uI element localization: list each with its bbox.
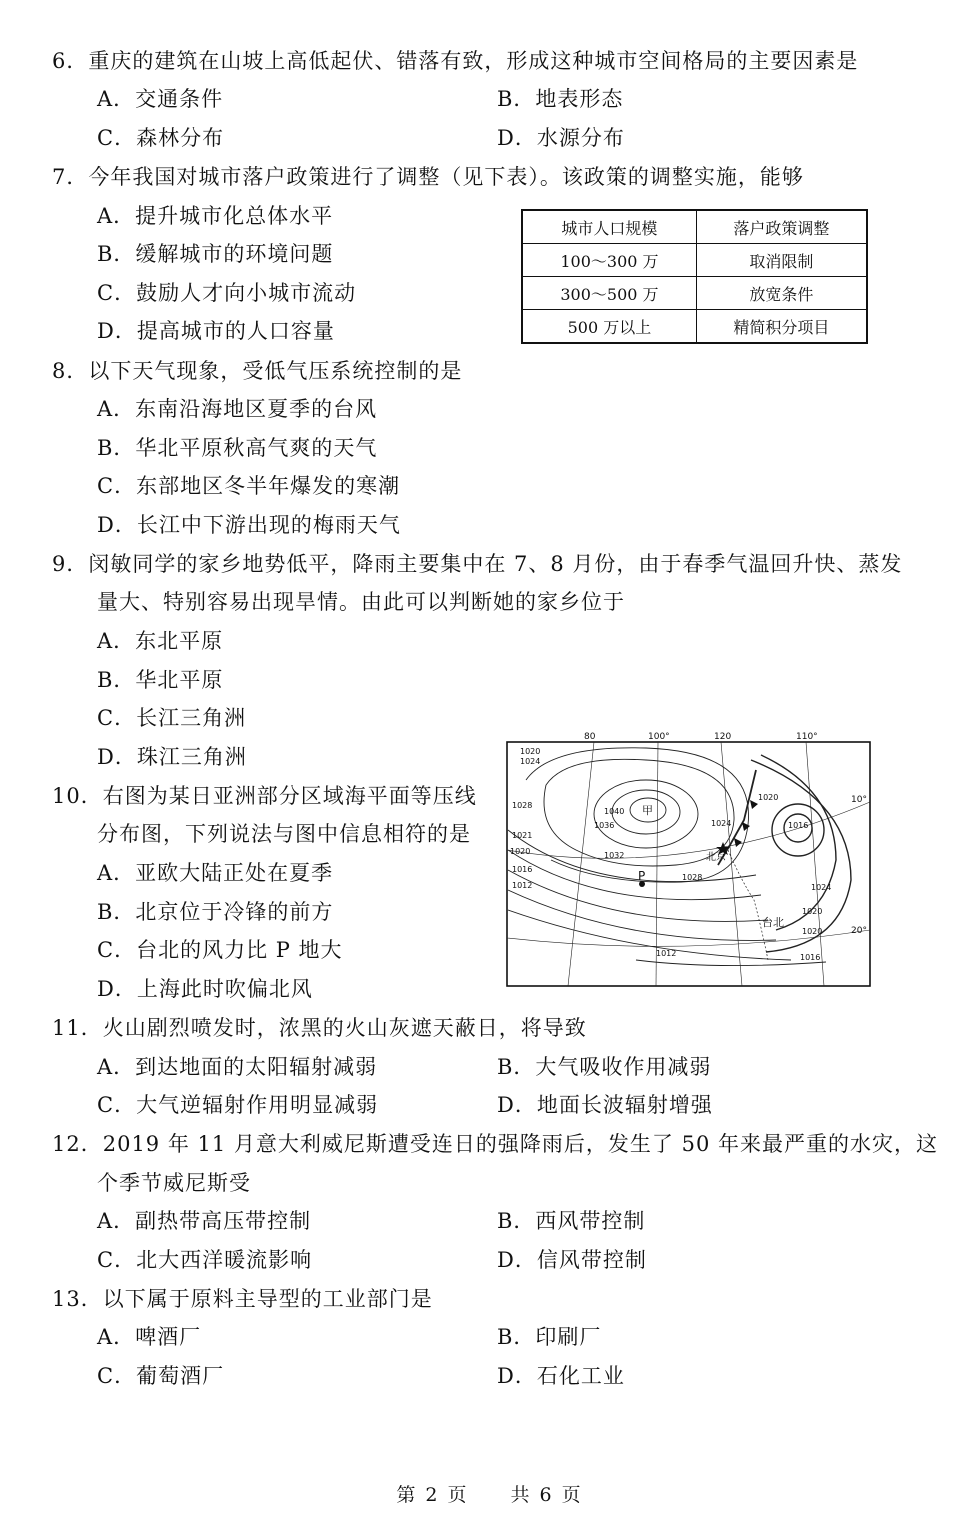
q10-option-c: C．台北的风力比 P 地大 <box>97 938 343 962</box>
q11-option-a: A．到达地面的太阳辐射减弱 <box>97 1055 378 1079</box>
lon-label: 110° <box>796 732 818 742</box>
lat-label: 10° <box>851 795 867 805</box>
meridian-120 <box>721 742 742 986</box>
isobar-label: 1028 <box>682 873 703 882</box>
q13-option-a: A．啤酒厂 <box>97 1325 202 1349</box>
isobar-label: 1040 <box>604 807 625 816</box>
q12-option-d: D．信风带控制 <box>497 1248 647 1272</box>
isobar-label: 1020 <box>802 927 823 936</box>
cold-front-triangle <box>734 800 758 847</box>
isobar-line <box>772 804 824 856</box>
isobar-label: 1016 <box>512 865 533 874</box>
isobar-line <box>544 759 734 866</box>
isobar-label: 1020 <box>520 747 541 756</box>
q12-stem-line2: 个季节威尼斯受 <box>97 1171 251 1195</box>
isobar-label: 1024 <box>811 883 832 892</box>
q6-stem: 6．重庆的建筑在山坡上高低起伏、错落有致，形成这种城市空间格局的主要因素是 <box>52 49 859 73</box>
q6-option-d: D．水源分布 <box>497 126 625 150</box>
q11-option-c: C．大气逆辐射作用明显减弱 <box>97 1093 379 1117</box>
lon-label: 120 <box>714 732 732 742</box>
isobar-label: 1012 <box>512 881 533 890</box>
q6-option-a: A．交通条件 <box>97 87 224 111</box>
isobar-label: 1020 <box>802 907 823 916</box>
q11-option-b: B．大气吸收作用减弱 <box>497 1055 712 1079</box>
isobar-label: 1036 <box>594 821 615 830</box>
q6-option-b: B．地表形态 <box>497 87 624 111</box>
policy-cell: 精简积分项目 <box>696 310 867 344</box>
page-footer: 第 2 页 共 6 页 <box>396 1484 583 1506</box>
policy-cell: 放宽条件 <box>696 277 867 310</box>
q13-stem: 13．以下属于原料主导型的工业部门是 <box>52 1287 433 1311</box>
q11-option-d: D．地面长波辐射增强 <box>497 1093 713 1117</box>
q7-option-b: B．缓解城市的环境问题 <box>97 242 334 266</box>
q9-stem-line1: 9．闵敏同学的家乡地势低平，降雨主要集中在 7、8 月份，由于春季气温回升快、蒸发 <box>52 552 903 576</box>
isobar-label: 1032 <box>604 851 625 860</box>
q8-option-b: B．华北平原秋高气爽的天气 <box>97 436 378 460</box>
lat-label: 20° <box>851 926 867 936</box>
isobar-label: 1021 <box>512 831 533 840</box>
isobar-line <box>636 960 826 966</box>
policy-cell: 300～500 万 <box>522 277 696 310</box>
isobar-line <box>508 910 791 960</box>
q10-option-b: B．北京位于冷锋的前方 <box>97 900 334 924</box>
q9-option-a: A．东北平原 <box>97 629 224 653</box>
table-row <box>522 277 867 310</box>
meridian-110 <box>806 742 824 986</box>
policy-header-adjust: 落户政策调整 <box>696 210 867 244</box>
policy-cell: 100～300 万 <box>522 244 696 277</box>
map-frame <box>507 742 870 986</box>
q9-option-b: B．华北平原 <box>97 668 224 692</box>
table-row <box>522 310 867 344</box>
q7-option-d: D．提高城市的人口容量 <box>97 319 335 343</box>
taipei-label: 台北 <box>762 916 784 929</box>
q13-option-d: D．石化工业 <box>497 1364 625 1388</box>
q12-option-b: B．西风带控制 <box>497 1209 646 1233</box>
policy-cell: 500 万以上 <box>522 310 696 344</box>
isobar-label: 1024 <box>520 757 541 766</box>
q12-option-a: A．副热带高压带控制 <box>97 1209 312 1233</box>
q10-stem-line2: 分布图，下列说法与图中信息相符的是 <box>97 822 471 846</box>
q7-option-c: C．鼓励人才向小城市流动 <box>97 281 357 305</box>
lon-label: 100° <box>648 732 670 742</box>
q9-option-c: C．长江三角洲 <box>97 706 247 730</box>
q8-option-c: C．东部地区冬半年爆发的寒潮 <box>97 474 401 498</box>
q12-option-c: C．北大西洋暖流影响 <box>97 1248 313 1272</box>
isobar-label: 1016 <box>800 953 821 962</box>
q9-option-d: D．珠江三角洲 <box>97 745 247 769</box>
table-row <box>522 244 867 277</box>
policy-table-header <box>522 210 867 244</box>
isobar-label: 1028 <box>512 801 533 810</box>
q10-option-d: D．上海此时吹偏北风 <box>97 977 313 1001</box>
q7-option-a: A．提升城市化总体水平 <box>97 204 334 228</box>
q8-option-d: D．长江中下游出现的梅雨天气 <box>97 513 401 537</box>
q7-stem: 7．今年我国对城市落户政策进行了调整（见下表）。该政策的调整实施，能够 <box>52 165 804 189</box>
q8-option-a: A．东南沿海地区夏季的台风 <box>97 397 378 421</box>
isobar-label: 1016 <box>788 821 809 830</box>
q10-option-a: A．亚欧大陆正处在夏季 <box>97 861 334 885</box>
point-p-label: P <box>638 869 646 883</box>
q11-stem: 11．火山剧烈喷发时，浓黑的火山灰遮天蔽日，将导致 <box>52 1016 587 1040</box>
q8-stem: 8．以下天气现象，受低气压系统控制的是 <box>52 359 463 383</box>
meridian-80 <box>568 742 594 986</box>
beijing-label: 北京 <box>706 852 726 863</box>
q13-option-c: C．葡萄酒厂 <box>97 1364 225 1388</box>
isobar-label: 1012 <box>656 949 677 958</box>
isobar-label: 1020 <box>510 847 531 856</box>
q6-option-c: C．森林分布 <box>97 126 225 150</box>
q10-stem-line1: 10．右图为某日亚洲部分区域海平面等压线 <box>52 784 477 808</box>
q9-stem-line2: 量大、特别容易出现旱情。由此可以判断她的家乡位于 <box>97 590 625 614</box>
isobar-map <box>506 730 872 988</box>
high-center-label: 甲 <box>642 804 653 817</box>
isobar-label: 1024 <box>711 819 732 828</box>
policy-table <box>521 209 868 344</box>
policy-cell: 取消限制 <box>696 244 867 277</box>
policy-header-scale: 城市人口规模 <box>522 210 696 244</box>
q12-stem-line1: 12．2019 年 11 月意大利威尼斯遭受连日的强降雨后，发生了 50 年来最严重的水灾，这 <box>52 1132 938 1156</box>
isobar-label: 1020 <box>758 793 779 802</box>
q13-option-b: B．印刷厂 <box>497 1325 602 1349</box>
lon-label: 80 <box>584 732 596 742</box>
